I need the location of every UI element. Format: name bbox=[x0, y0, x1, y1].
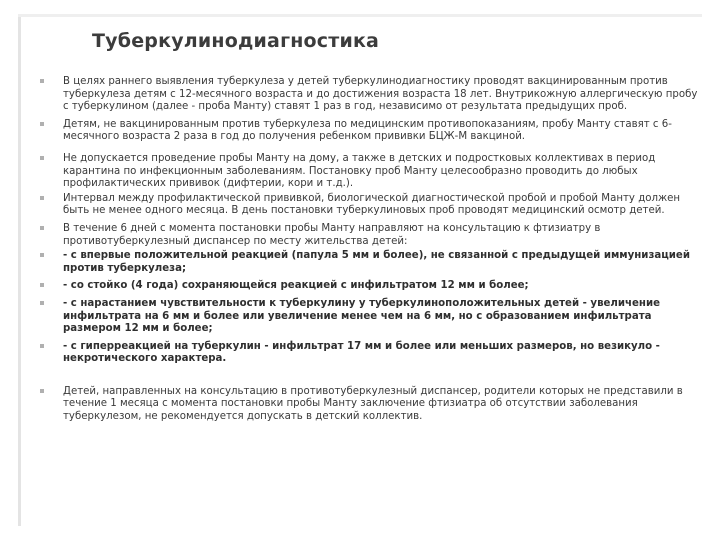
bullet-marker bbox=[40, 79, 44, 83]
bullet-text: Детей, направленных на консультацию в противотуберкулезный диспансер, родители которых не представили в течение 1 месяца с момента постановки пробы Манту заключение фтизиатра об отсутствии заболевания туберкулезом, не рекомендуется допускать в детский коллектив. bbox=[63, 385, 683, 423]
bullet-item bbox=[38, 386, 698, 424]
bullet-item bbox=[38, 223, 698, 248]
bullet-text: Интервал между профилактической прививкой, биологической диагностической пробой и пробой Манту должен быть не менее одного месяца. В день постановки туберкулиновых проб проводят медицинский осмотр детей. bbox=[63, 192, 681, 217]
bullet-marker bbox=[40, 196, 44, 200]
bullet-marker bbox=[40, 389, 44, 393]
bullet-item bbox=[38, 153, 698, 191]
bullet-text: - со стойко (4 года) сохраняющейся реакцией с инфильтратом 12 мм и более; bbox=[63, 280, 529, 292]
bullet-text: - с впервые положительной реакцией (папула 5 мм и более), не связанной с предыдущей иммунизацией против туберкулеза; bbox=[63, 250, 690, 274]
bullet-list bbox=[38, 76, 698, 424]
bullet-text: Детям, не вакцинированным против туберкулеза по медицинским противопоказаниям, пробу Манту ставят с 6-месячного возраста 2 раза в год до получения ребенком прививки БЦЖ-М вакциной. bbox=[63, 118, 672, 143]
bullet-item bbox=[38, 341, 698, 366]
bullet-marker bbox=[40, 253, 44, 257]
bullet-text: Не допускается проведение пробы Манту на дому, а также в детских и подростковых коллективах в период карантина по инфекционным заболеваниям. Постановку проб Манту целесообразно проводить до любых профилактических прививок (дифтерии, кори и т.д.). bbox=[63, 152, 656, 190]
bullet-text: В течение 6 дней с момента постановки пробы Манту направляют на консультацию к фтизиатру в противотуберкулезный диспансер по месту жительства детей: bbox=[63, 222, 601, 247]
bullet-marker bbox=[40, 226, 44, 230]
bullet-marker bbox=[40, 283, 44, 287]
bullet-marker bbox=[40, 301, 44, 305]
bullet-text: В целях раннего выявления туберкулеза у детей туберкулинодиагностику проводят вакцинированным против туберкулеза детям с 12-месячного возраста и до достижения возраста 18 лет. Внутрикожную аллергическую пробу с туберкулином (далее - проба Манту) ставят 1 раз в год, независимо от результата предыдущих проб. bbox=[63, 76, 698, 113]
bullet-item bbox=[38, 298, 698, 336]
bullet-item bbox=[38, 250, 698, 275]
bullet-marker bbox=[40, 344, 44, 348]
bullet-text: - с гиперреакцией на туберкулин - инфильтрат 17 мм и более или меньших размеров, но везикуло - некротического характера. bbox=[63, 340, 660, 365]
slide-frame-top bbox=[18, 14, 702, 17]
slide-title: Туберкулинодиагностика bbox=[92, 30, 380, 52]
bullet-item bbox=[38, 193, 698, 218]
slide-frame-left bbox=[18, 14, 21, 526]
bullet-item bbox=[38, 76, 698, 114]
bullet-text: - с нарастанием чувствительности к туберкулину у туберкулиноположительных детей - увеличение инфильтрата на 6 мм и более или увеличение менее чем на 6 мм, но с образованием инфильтрата размером 12 мм и более; bbox=[63, 297, 661, 335]
bullet-marker bbox=[40, 156, 44, 160]
bullet-item bbox=[38, 280, 698, 293]
bullet-item bbox=[38, 119, 698, 144]
bullet-marker bbox=[40, 122, 44, 126]
